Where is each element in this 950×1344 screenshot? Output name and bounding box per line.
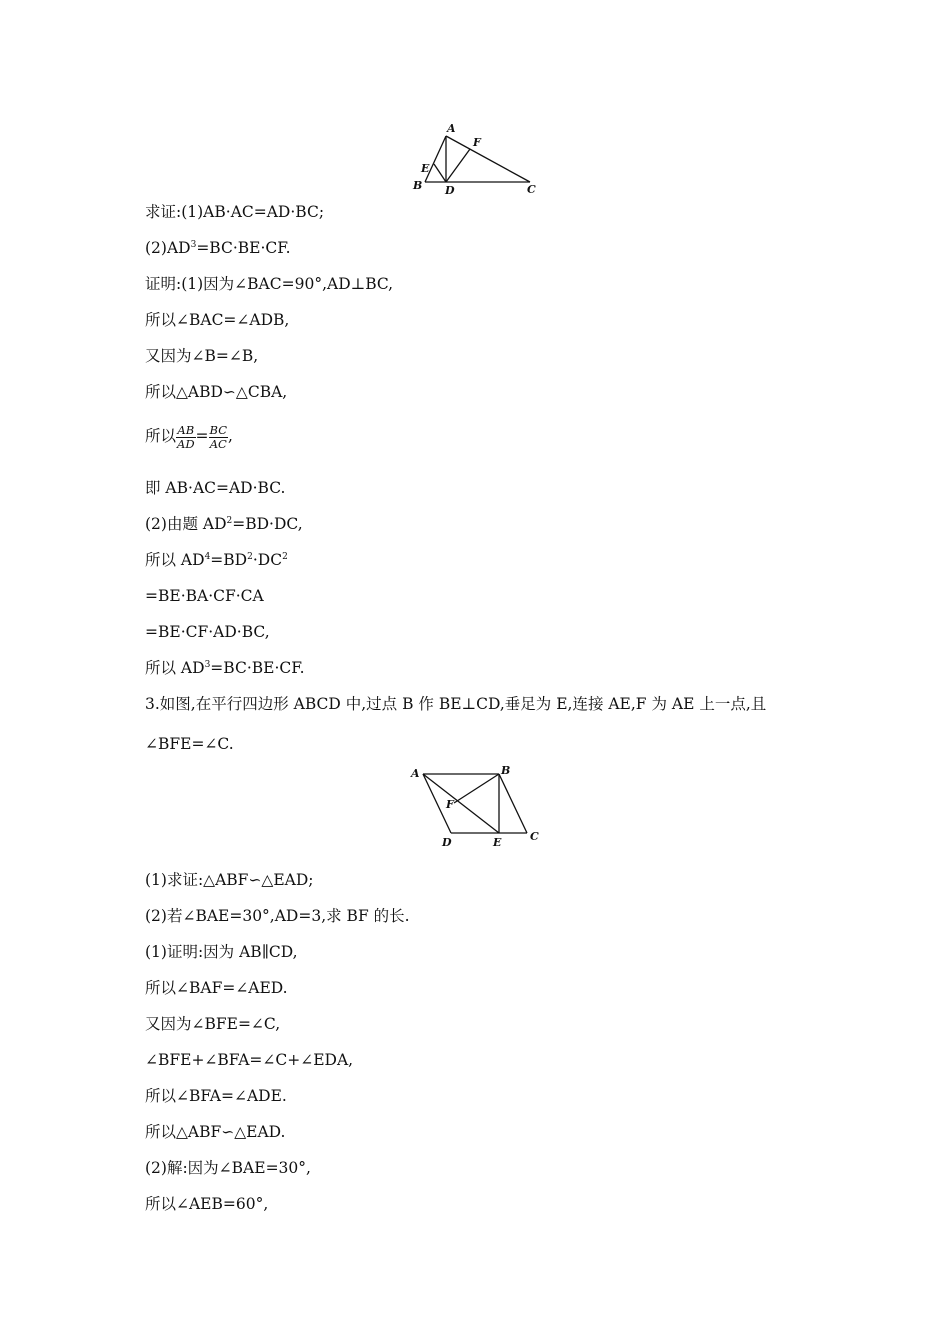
ratio-prefix: 所以 — [145, 427, 177, 445]
fraction-bc-ac — [209, 424, 228, 451]
label-c: C — [527, 183, 536, 196]
text-segment: ·DC — [252, 551, 283, 569]
label-e: E — [493, 836, 502, 849]
text-line: 证明:(1)因为∠BAC=90°,AD⊥BC, — [145, 275, 394, 293]
text-segment: =BD — [210, 551, 248, 569]
text-line: 所以∠BFA=∠ADE. — [145, 1087, 287, 1105]
fraction-numerator: AB — [177, 422, 195, 437]
text-segment: 所以 AD — [145, 659, 205, 677]
text-segment: =BD·DC, — [232, 515, 303, 533]
text-segment: 所以 AD — [145, 551, 205, 569]
ratio-line — [145, 421, 233, 451]
fraction-denominator: AD — [177, 436, 195, 451]
ratio-suffix: , — [228, 427, 233, 445]
triangle-diagram — [405, 118, 555, 198]
label-d: D — [442, 836, 452, 849]
superscript: 2 — [282, 552, 288, 562]
text-line: 即 AB·AC=AD·BC. — [145, 479, 286, 497]
label-b: B — [413, 179, 423, 192]
text-segment: =BC·BE·CF. — [196, 239, 291, 257]
label-a: A — [411, 767, 420, 780]
superscript: 3 — [190, 240, 197, 250]
text-line: =BE·CF·AD·BC, — [145, 623, 270, 641]
text-segment: =BC·BE·CF. — [210, 659, 305, 677]
text-line: =BE·BA·CF·CA — [145, 587, 264, 605]
text-line: (2)若∠BAE=30°,AD=3,求 BF 的长. — [145, 907, 410, 925]
triangle-figure — [405, 118, 555, 198]
fraction-denominator: AC — [209, 436, 227, 451]
text-line — [145, 658, 305, 678]
text-line: 所以∠BAC=∠ADB, — [145, 311, 290, 329]
text-line: 又因为∠B=∠B, — [145, 347, 259, 365]
superscript: 2 — [247, 552, 253, 562]
label-f: F — [473, 136, 481, 149]
label-d: D — [445, 184, 455, 197]
text-line: (1)证明:因为 AB∥CD, — [145, 943, 298, 961]
text-line — [145, 550, 288, 570]
text-line: 求证:(1)AB·AC=AD·BC; — [145, 203, 325, 221]
superscript: 3 — [204, 660, 211, 670]
text-line: (2)解:因为∠BAE=30°, — [145, 1159, 311, 1177]
equals-sign: = — [195, 427, 209, 445]
parallelogram-diagram — [405, 762, 555, 852]
superscript: 4 — [204, 552, 211, 562]
label-c: C — [530, 830, 539, 843]
text-line — [145, 514, 303, 534]
text-line: (1)求证:△ABF∽△EAD; — [145, 871, 314, 889]
fraction-numerator: BC — [209, 422, 228, 437]
problem-statement-line: ∠BFE=∠C. — [145, 735, 234, 753]
superscript: 2 — [226, 516, 233, 526]
text-line: 所以△ABD∽△CBA, — [145, 383, 288, 401]
text-line: 又因为∠BFE=∠C, — [145, 1015, 281, 1033]
label-b: B — [501, 764, 511, 777]
text-line: 所以∠BAF=∠AED. — [145, 979, 288, 997]
text-line — [145, 238, 291, 258]
label-a: A — [447, 122, 456, 135]
label-e: E — [421, 162, 430, 175]
text-line: ∠BFE+∠BFA=∠C+∠EDA, — [145, 1051, 354, 1069]
label-f: F — [446, 798, 454, 811]
text-line: 所以△ABF∽△EAD. — [145, 1123, 286, 1141]
parallelogram-figure — [405, 762, 555, 852]
text-line: 所以∠AEB=60°, — [145, 1195, 269, 1213]
text-segment: (2)由题 AD — [145, 515, 227, 533]
problem-statement-line: 3.如图,在平行四边形 ABCD 中,过点 B 作 BE⊥CD,垂足为 E,连接 AE,F 为 AE 上一点,且 — [145, 695, 767, 713]
text-segment: (2)AD — [145, 239, 191, 257]
fraction-ab-ad — [176, 424, 196, 451]
